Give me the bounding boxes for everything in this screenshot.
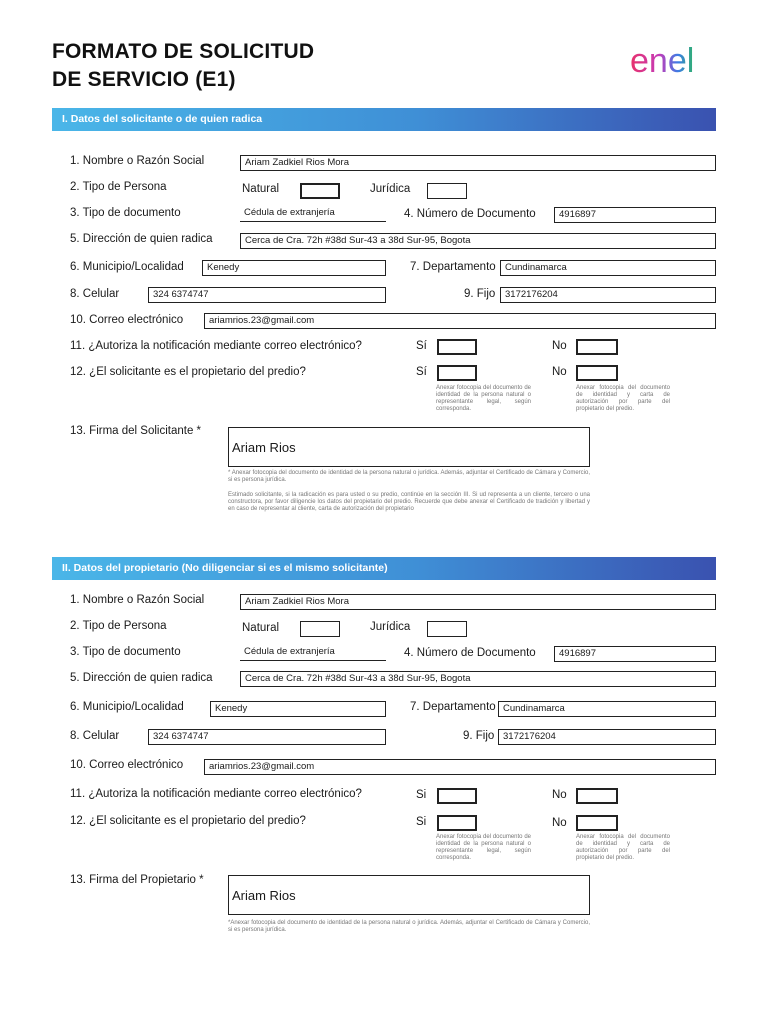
section2-heading: II. Datos del propietario (No diligenciar si es el mismo solicitante) <box>52 557 716 580</box>
s2-propietario-si-checkbox[interactable] <box>437 815 477 831</box>
s1-propietario-si-label: Sí <box>416 366 427 378</box>
s1-autoriza-si-checkbox[interactable] <box>437 339 477 355</box>
s1-correo-label: 10. Correo electrónico <box>70 314 184 326</box>
s1-juridica-checkbox[interactable] <box>427 183 467 199</box>
s2-autoriza-no-label: No <box>552 789 567 801</box>
s1-direccion-label: 5. Dirección de quien radica <box>70 233 213 245</box>
s2-celular-field[interactable]: 324 6374747 <box>148 729 386 745</box>
section1-heading: I. Datos del solicitante o de quien radica <box>52 108 716 131</box>
s1-autoriza-no-label: No <box>552 340 567 352</box>
s2-propietario-no-checkbox[interactable] <box>576 815 618 831</box>
s2-propietario-label: 12. ¿El solicitante es el propietario del predio? <box>70 815 306 827</box>
s1-tipo-doc-label: 3. Tipo de documento <box>70 207 181 219</box>
s1-municipio-label: 6. Municipio/Localidad <box>70 261 184 273</box>
s2-autoriza-label: 11. ¿Autoriza la notificación mediante correo electrónico? <box>70 788 362 800</box>
s2-autoriza-no-checkbox[interactable] <box>576 788 618 804</box>
s1-propietario-no-label: No <box>552 366 567 378</box>
s1-firma-field[interactable]: Ariam Rios <box>228 427 590 467</box>
logo-text: enel <box>630 42 695 78</box>
s1-natural-checkbox[interactable] <box>300 183 340 199</box>
s2-natural-checkbox[interactable] <box>300 621 340 637</box>
s2-natural-label: Natural <box>242 622 280 634</box>
s1-footnote2: Estimado solicitante, si la radicación es para usted o su predio, continúe en la sección III. Si ud representa a un cliente, tercero o una constructora, por favor diligencie los datos del propietario del predio. Recuerde que debe anexar el Certificado de tradición y libertad y en caso de representar al cliente, carta de autorización del propietario <box>228 492 590 512</box>
form-title <box>52 38 314 94</box>
s2-correo-label: 10. Correo electrónico <box>70 759 184 771</box>
s2-num-doc-label: 4. Número de Documento <box>404 647 536 659</box>
s1-autoriza-label: 11. ¿Autoriza la notificación mediante correo electrónico? <box>70 340 362 352</box>
s2-fijo-label: 9. Fijo <box>463 730 495 742</box>
s2-firma-label: 13. Firma del Propietario * <box>70 874 204 886</box>
s2-departamento-label: 7. Departamento <box>410 701 496 713</box>
s1-tipo-persona-label: 2. Tipo de Persona <box>70 181 167 193</box>
s1-autoriza-no-checkbox[interactable] <box>576 339 618 355</box>
s2-correo-field[interactable]: ariamrios.23@gmail.com <box>204 759 716 775</box>
s1-departamento-label: 7. Departamento <box>410 261 496 273</box>
s2-tipo-persona-label: 2. Tipo de Persona <box>70 620 167 632</box>
enel-logo <box>630 42 720 83</box>
s1-celular-label: 8. Celular <box>70 288 120 300</box>
s2-firma-field[interactable]: Ariam Rios <box>228 875 590 915</box>
enel-logo-icon <box>630 42 720 78</box>
s1-autoriza-si-label: Sí <box>416 340 427 352</box>
s2-municipio-label: 6. Municipio/Localidad <box>70 701 184 713</box>
s1-direccion-field[interactable]: Cerca de Cra. 72h #38d Sur-43 a 38d Sur-95, Bogota <box>240 233 716 249</box>
s1-firma-label: 13. Firma del Solicitante * <box>70 425 202 437</box>
s1-municipio-field[interactable]: Kenedy <box>202 260 386 276</box>
s1-correo-field[interactable]: ariamrios.23@gmail.com <box>204 313 716 329</box>
s1-fijo-field[interactable]: 3172176204 <box>500 287 716 303</box>
s2-no-note: Anexar fotocopia del documento de identidad y carta de autorización por parte del propietario del predio. <box>576 834 670 861</box>
s1-propietario-label: 12. ¿El solicitante es el propietario del predio? <box>70 366 306 378</box>
s1-departamento-field[interactable]: Cundinamarca <box>500 260 716 276</box>
s1-nombre-label: 1. Nombre o Razón Social <box>70 155 205 167</box>
form-title-line2: DE SERVICIO (E1) <box>52 68 236 91</box>
s1-tipo-doc-field[interactable]: Cédula de extranjería <box>240 206 386 222</box>
s2-propietario-no-label: No <box>552 817 567 829</box>
s2-footnote1: *Anexar fotocopia del documento de identidad de la persona natural o jurídica. Además, adjuntar el Certificado de Cámara y Comercio, si es persona jurídica. <box>228 920 590 933</box>
s2-autoriza-si-label: Si <box>416 789 427 801</box>
s1-propietario-no-checkbox[interactable] <box>576 365 618 381</box>
s2-juridica-label: Jurídica <box>370 621 411 633</box>
s2-autoriza-si-checkbox[interactable] <box>437 788 477 804</box>
s1-natural-label: Natural <box>242 183 280 195</box>
s2-si-note: Anexar fotocopia del documento de identidad de la persona natural o representante legal, según corresponda. <box>436 834 531 861</box>
s1-propietario-si-checkbox[interactable] <box>437 365 477 381</box>
s2-departamento-field[interactable]: Cundinamarca <box>498 701 716 717</box>
s2-nombre-field[interactable]: Ariam Zadkiel Rios Mora <box>240 594 716 610</box>
s1-num-doc-field[interactable]: 4916897 <box>554 207 716 223</box>
s2-celular-label: 8. Celular <box>70 730 120 742</box>
s1-fijo-label: 9. Fijo <box>464 288 496 300</box>
s2-fijo-field[interactable]: 3172176204 <box>498 729 716 745</box>
s1-si-note: Anexar fotocopia del documento de identidad de la persona natural o representante legal, según corresponda. <box>436 385 531 412</box>
s1-nombre-field[interactable]: Ariam Zadkiel Rios Mora <box>240 155 716 171</box>
s2-municipio-field[interactable]: Kenedy <box>210 701 386 717</box>
s2-propietario-si-label: Si <box>416 816 427 828</box>
s1-footnote1: * Anexar fotocopia del documento de identidad de la persona natural o jurídica. Además, adjuntar el Certificado de Cámara y Comercio, si es persona jurídica. <box>228 470 590 483</box>
s2-tipo-doc-label: 3. Tipo de documento <box>70 646 181 658</box>
s2-juridica-checkbox[interactable] <box>427 621 467 637</box>
s1-no-note: Anexar fotocopia del documento de identidad y carta de autorización por parte del propietario del predio. <box>576 385 670 412</box>
s2-direccion-field[interactable]: Cerca de Cra. 72h #38d Sur-43 a 38d Sur-95, Bogota <box>240 671 716 687</box>
form-title-line1: FORMATO DE SOLICITUD <box>52 40 315 63</box>
s1-num-doc-label: 4. Número de Documento <box>404 208 536 220</box>
s2-tipo-doc-field[interactable]: Cédula de extranjería <box>240 645 386 661</box>
s2-nombre-label: 1. Nombre o Razón Social <box>70 594 205 606</box>
s1-juridica-label: Jurídica <box>370 183 411 195</box>
s2-direccion-label: 5. Dirección de quien radica <box>70 672 213 684</box>
s2-num-doc-field[interactable]: 4916897 <box>554 646 716 662</box>
s1-celular-field[interactable]: 324 6374747 <box>148 287 386 303</box>
